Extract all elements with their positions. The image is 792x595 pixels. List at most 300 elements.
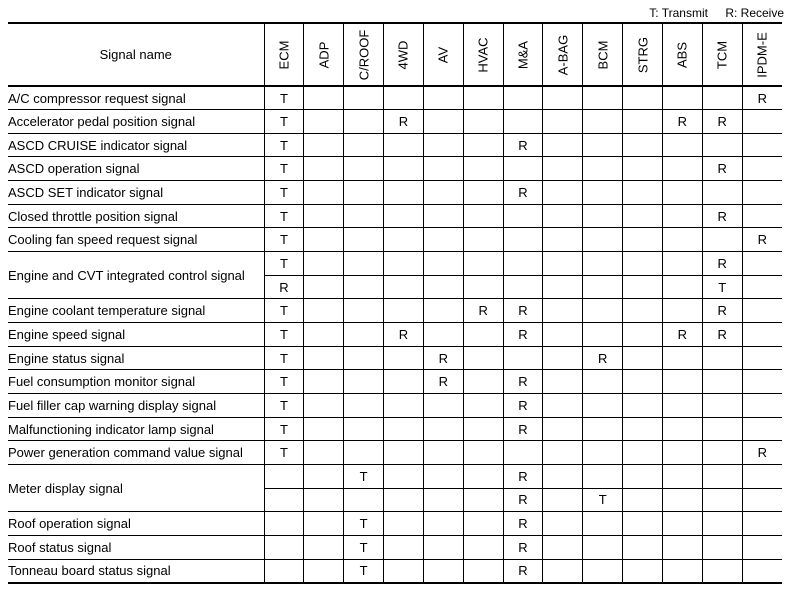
signal-name-cell: ASCD SET indicator signal	[8, 181, 264, 205]
signal-cell	[742, 133, 782, 157]
signal-cell	[503, 441, 543, 465]
signal-cell	[543, 346, 583, 370]
signal-cell: R	[264, 275, 304, 299]
signal-cell	[423, 323, 463, 347]
signal-cell	[304, 346, 344, 370]
signal-cell	[463, 535, 503, 559]
column-header-label: M&A	[515, 40, 531, 69]
signal-cell	[344, 204, 384, 228]
signal-cell	[662, 441, 702, 465]
signal-name-cell: Roof operation signal	[8, 512, 264, 536]
signal-cell	[742, 110, 782, 134]
column-header-label: ABS	[674, 41, 690, 68]
signal-cell	[304, 465, 344, 489]
header-row	[8, 23, 782, 86]
signal-cell	[623, 346, 663, 370]
signal-cell	[662, 228, 702, 252]
signal-name-cell: Meter display signal	[8, 465, 264, 512]
signal-cell	[583, 204, 623, 228]
signal-cell	[742, 181, 782, 205]
signal-cell	[623, 157, 663, 181]
signal-cell	[384, 441, 424, 465]
signal-cell	[423, 488, 463, 512]
signal-cell	[463, 133, 503, 157]
table-row	[8, 228, 782, 252]
signal-cell: T	[702, 275, 742, 299]
signal-cell	[702, 370, 742, 394]
signal-cell	[623, 110, 663, 134]
signal-cell	[264, 559, 304, 583]
signal-cell	[583, 441, 623, 465]
signal-cell	[623, 299, 663, 323]
signal-cell	[344, 275, 384, 299]
signal-cell: R	[463, 299, 503, 323]
table-row	[8, 252, 782, 276]
column-header-4wd	[384, 23, 424, 86]
column-header-hvac	[463, 23, 503, 86]
signal-cell	[463, 441, 503, 465]
signal-name-cell: ASCD operation signal	[8, 157, 264, 181]
signal-cell	[344, 133, 384, 157]
signal-cell	[662, 370, 702, 394]
signal-cell	[344, 157, 384, 181]
signal-cell: T	[264, 394, 304, 418]
signal-cell	[304, 181, 344, 205]
table-row	[8, 394, 782, 418]
signal-cell: R	[423, 370, 463, 394]
signal-cell: R	[503, 181, 543, 205]
signal-cell	[583, 370, 623, 394]
signal-cell	[423, 204, 463, 228]
signal-cell	[423, 252, 463, 276]
signal-cell	[702, 512, 742, 536]
signal-cell	[304, 299, 344, 323]
signal-cell: T	[344, 465, 384, 489]
signal-cell	[503, 252, 543, 276]
column-header-ipdm-e	[742, 23, 782, 86]
signal-cell	[304, 394, 344, 418]
signal-cell	[742, 417, 782, 441]
signal-cell	[543, 228, 583, 252]
signal-cell	[702, 86, 742, 110]
signal-cell: R	[503, 133, 543, 157]
column-header-adp	[304, 23, 344, 86]
signal-cell	[623, 465, 663, 489]
signal-cell	[344, 346, 384, 370]
table-row	[8, 346, 782, 370]
signal-cell	[304, 133, 344, 157]
signal-cell	[423, 133, 463, 157]
column-header-c-roof	[344, 23, 384, 86]
table-row	[8, 465, 782, 489]
signal-cell	[543, 133, 583, 157]
signal-cell	[662, 275, 702, 299]
signal-cell: T	[264, 157, 304, 181]
signal-cell: R	[384, 323, 424, 347]
signal-cell	[623, 370, 663, 394]
signal-cell	[702, 417, 742, 441]
column-header-label: AV	[435, 46, 451, 63]
signal-cell	[583, 110, 623, 134]
signal-cell	[384, 133, 424, 157]
signal-cell	[304, 535, 344, 559]
signal-cell	[742, 299, 782, 323]
signal-cell: R	[702, 157, 742, 181]
signal-name-cell: Power generation command value signal	[8, 441, 264, 465]
signal-cell	[344, 181, 384, 205]
signal-cell	[742, 488, 782, 512]
column-header-bcm	[583, 23, 623, 86]
signal-cell	[543, 110, 583, 134]
signal-cell	[344, 110, 384, 134]
signal-cell	[662, 299, 702, 323]
table-row	[8, 512, 782, 536]
signal-cell	[702, 228, 742, 252]
signal-cell	[463, 275, 503, 299]
signal-cell	[503, 157, 543, 181]
signal-cell	[344, 323, 384, 347]
signal-cell	[344, 299, 384, 323]
signal-cell	[543, 299, 583, 323]
signal-cell	[583, 417, 623, 441]
table-row	[8, 133, 782, 157]
signal-cell: R	[503, 299, 543, 323]
signal-cell	[304, 488, 344, 512]
signal-cell	[742, 275, 782, 299]
signal-cell	[742, 204, 782, 228]
column-header-label: A-BAG	[555, 34, 571, 75]
signal-cell: T	[264, 370, 304, 394]
signal-cell	[702, 394, 742, 418]
signal-cell	[384, 488, 424, 512]
signal-name-cell: Engine speed signal	[8, 323, 264, 347]
signal-cell	[463, 86, 503, 110]
signal-cell: T	[264, 299, 304, 323]
signal-cell	[702, 465, 742, 489]
signal-cell	[543, 275, 583, 299]
signal-cell	[742, 465, 782, 489]
signal-cell	[264, 535, 304, 559]
signal-cell: T	[344, 512, 384, 536]
signal-cell	[742, 535, 782, 559]
signal-cell	[463, 204, 503, 228]
column-header-m-a	[503, 23, 543, 86]
signal-cell: R	[423, 346, 463, 370]
signal-cell: R	[742, 228, 782, 252]
signal-cell: R	[702, 204, 742, 228]
signal-cell	[662, 559, 702, 583]
signal-name-cell: Cooling fan speed request signal	[8, 228, 264, 252]
signal-cell	[543, 181, 583, 205]
signal-cell	[423, 157, 463, 181]
signal-cell	[463, 157, 503, 181]
table-row	[8, 559, 782, 583]
column-header-a-bag	[543, 23, 583, 86]
signal-cell	[543, 559, 583, 583]
signal-cell	[623, 204, 663, 228]
signal-cell: R	[503, 465, 543, 489]
signal-cell	[304, 370, 344, 394]
signal-cell	[503, 204, 543, 228]
signal-name-cell: Closed throttle position signal	[8, 204, 264, 228]
signal-cell	[623, 133, 663, 157]
signal-cell: R	[662, 110, 702, 134]
signal-cell: T	[264, 204, 304, 228]
signal-cell	[423, 512, 463, 536]
signal-cell	[662, 86, 702, 110]
signal-cell	[742, 512, 782, 536]
signal-cell	[463, 228, 503, 252]
signal-name-cell: Fuel consumption monitor signal	[8, 370, 264, 394]
signal-cell	[742, 323, 782, 347]
signal-cell	[304, 204, 344, 228]
signal-cell	[583, 252, 623, 276]
signal-cell	[702, 181, 742, 205]
signal-cell	[344, 488, 384, 512]
signal-cell	[543, 394, 583, 418]
signal-cell	[423, 465, 463, 489]
signal-cell: R	[742, 86, 782, 110]
signal-cell	[583, 559, 623, 583]
signal-cell: T	[264, 110, 304, 134]
column-header-ecm	[264, 23, 304, 86]
signal-cell	[583, 323, 623, 347]
signal-cell	[344, 228, 384, 252]
signal-cell	[304, 323, 344, 347]
signal-cell	[463, 181, 503, 205]
signal-cell	[423, 275, 463, 299]
signal-cell	[742, 370, 782, 394]
table-body	[8, 86, 782, 583]
signal-cell	[623, 181, 663, 205]
signal-cell	[423, 417, 463, 441]
signal-cell	[304, 275, 344, 299]
signal-cell: T	[264, 441, 304, 465]
signal-cell: T	[344, 559, 384, 583]
legend	[649, 6, 784, 20]
signal-cell: T	[264, 417, 304, 441]
signal-cell	[623, 86, 663, 110]
signal-cell	[583, 299, 623, 323]
column-header-label: HVAC	[475, 36, 491, 73]
signal-cell	[583, 535, 623, 559]
column-header-label: ECM	[276, 40, 292, 69]
signal-cell: R	[503, 323, 543, 347]
signal-cell	[384, 252, 424, 276]
signal-cell	[702, 346, 742, 370]
signal-cell: R	[384, 110, 424, 134]
signal-cell	[543, 86, 583, 110]
signal-cell	[503, 228, 543, 252]
table-row	[8, 157, 782, 181]
signal-cell	[304, 252, 344, 276]
signal-cell	[463, 488, 503, 512]
table-row	[8, 370, 782, 394]
signal-cell	[583, 181, 623, 205]
column-header-label: IPDM-E	[754, 31, 770, 78]
signal-cell	[463, 559, 503, 583]
signal-name-cell: Roof status signal	[8, 535, 264, 559]
signal-cell	[583, 512, 623, 536]
signal-cell: R	[662, 323, 702, 347]
signal-cell	[344, 252, 384, 276]
table-row	[8, 535, 782, 559]
column-header-label: 4WD	[395, 40, 411, 69]
column-header-label: STRG	[635, 36, 651, 73]
signal-cell: T	[264, 228, 304, 252]
column-header-tcm	[702, 23, 742, 86]
signal-cell: T	[264, 252, 304, 276]
signal-cell	[384, 535, 424, 559]
signal-cell	[304, 110, 344, 134]
signal-cell	[463, 417, 503, 441]
signal-cell	[543, 535, 583, 559]
signal-cell	[742, 394, 782, 418]
signal-cell	[543, 417, 583, 441]
signal-cell	[463, 394, 503, 418]
signal-cell	[623, 488, 663, 512]
signal-cell	[304, 157, 344, 181]
signal-cell	[742, 252, 782, 276]
signal-name-cell: Tonneau board status signal	[8, 559, 264, 583]
signal-cell	[702, 535, 742, 559]
signal-cell	[702, 488, 742, 512]
signal-cell	[503, 275, 543, 299]
signal-cell	[344, 441, 384, 465]
signal-cell	[623, 512, 663, 536]
signal-cell	[543, 204, 583, 228]
signal-cell	[264, 488, 304, 512]
signal-name-cell: Malfunctioning indicator lamp signal	[8, 417, 264, 441]
signal-cell	[344, 370, 384, 394]
signal-cell: T	[264, 323, 304, 347]
signal-cell	[423, 394, 463, 418]
signal-cell	[423, 559, 463, 583]
signal-cell	[384, 275, 424, 299]
signal-cell	[543, 441, 583, 465]
signal-cell	[583, 86, 623, 110]
signal-cell	[463, 323, 503, 347]
table-row	[8, 323, 782, 347]
signal-cell: R	[503, 559, 543, 583]
signal-name-cell: Accelerator pedal position signal	[8, 110, 264, 134]
signal-name-cell: A/C compressor request signal	[8, 86, 264, 110]
table-row	[8, 417, 782, 441]
signal-cell	[264, 512, 304, 536]
signal-cell	[384, 204, 424, 228]
signal-cell: R	[702, 252, 742, 276]
signal-cell	[503, 110, 543, 134]
signal-name-cell: ASCD CRUISE indicator signal	[8, 133, 264, 157]
signal-cell	[662, 204, 702, 228]
signal-cell	[742, 559, 782, 583]
signal-cell	[384, 299, 424, 323]
signal-cell	[384, 465, 424, 489]
table-row	[8, 299, 782, 323]
signal-cell	[583, 394, 623, 418]
signal-name-header: Signal name	[8, 23, 264, 86]
signal-cell	[583, 275, 623, 299]
signal-cell: T	[344, 535, 384, 559]
signal-cell	[463, 465, 503, 489]
signal-cell	[304, 417, 344, 441]
legend-transmit: T: Transmit	[649, 6, 708, 20]
signal-cell	[662, 157, 702, 181]
signal-cell	[463, 110, 503, 134]
column-header-label: BCM	[595, 40, 611, 69]
signal-cell	[702, 559, 742, 583]
signal-cell: R	[503, 535, 543, 559]
signal-cell	[623, 275, 663, 299]
signal-cell	[742, 157, 782, 181]
table-row	[8, 86, 782, 110]
signal-cell	[304, 86, 344, 110]
signal-cell	[344, 417, 384, 441]
signal-cell	[423, 441, 463, 465]
signal-table	[8, 22, 782, 584]
signal-cell	[623, 417, 663, 441]
signal-cell	[742, 346, 782, 370]
table-row	[8, 181, 782, 205]
signal-cell	[662, 417, 702, 441]
signal-cell	[662, 252, 702, 276]
signal-cell	[543, 465, 583, 489]
signal-cell	[662, 394, 702, 418]
signal-cell	[662, 535, 702, 559]
signal-cell	[662, 346, 702, 370]
column-header-abs	[662, 23, 702, 86]
legend-receive: R: Receive	[725, 6, 784, 20]
signal-cell	[423, 228, 463, 252]
signal-cell	[662, 181, 702, 205]
signal-cell	[463, 512, 503, 536]
signal-cell	[304, 441, 344, 465]
signal-cell	[423, 181, 463, 205]
signal-cell	[543, 323, 583, 347]
signal-cell	[662, 465, 702, 489]
signal-cell: R	[503, 488, 543, 512]
signal-cell	[463, 346, 503, 370]
signal-cell	[543, 370, 583, 394]
signal-cell: T	[583, 488, 623, 512]
signal-cell	[662, 133, 702, 157]
signal-cell	[344, 86, 384, 110]
signal-cell: R	[742, 441, 782, 465]
signal-name-cell: Engine coolant temperature signal	[8, 299, 264, 323]
signal-cell	[543, 252, 583, 276]
signal-cell: T	[264, 133, 304, 157]
signal-cell	[304, 559, 344, 583]
signal-cell	[623, 252, 663, 276]
signal-cell	[304, 228, 344, 252]
signal-cell	[543, 157, 583, 181]
signal-cell	[702, 441, 742, 465]
column-header-label: TCM	[714, 40, 730, 69]
signal-cell: R	[702, 110, 742, 134]
column-header-av	[423, 23, 463, 86]
signal-cell	[463, 252, 503, 276]
signal-cell: R	[583, 346, 623, 370]
signal-cell	[623, 535, 663, 559]
signal-cell	[583, 157, 623, 181]
signal-cell	[583, 133, 623, 157]
signal-cell	[623, 228, 663, 252]
signal-name-cell: Engine and CVT integrated control signal	[8, 252, 264, 299]
signal-cell	[384, 157, 424, 181]
signal-cell	[384, 417, 424, 441]
signal-cell	[662, 488, 702, 512]
signal-cell: R	[503, 394, 543, 418]
